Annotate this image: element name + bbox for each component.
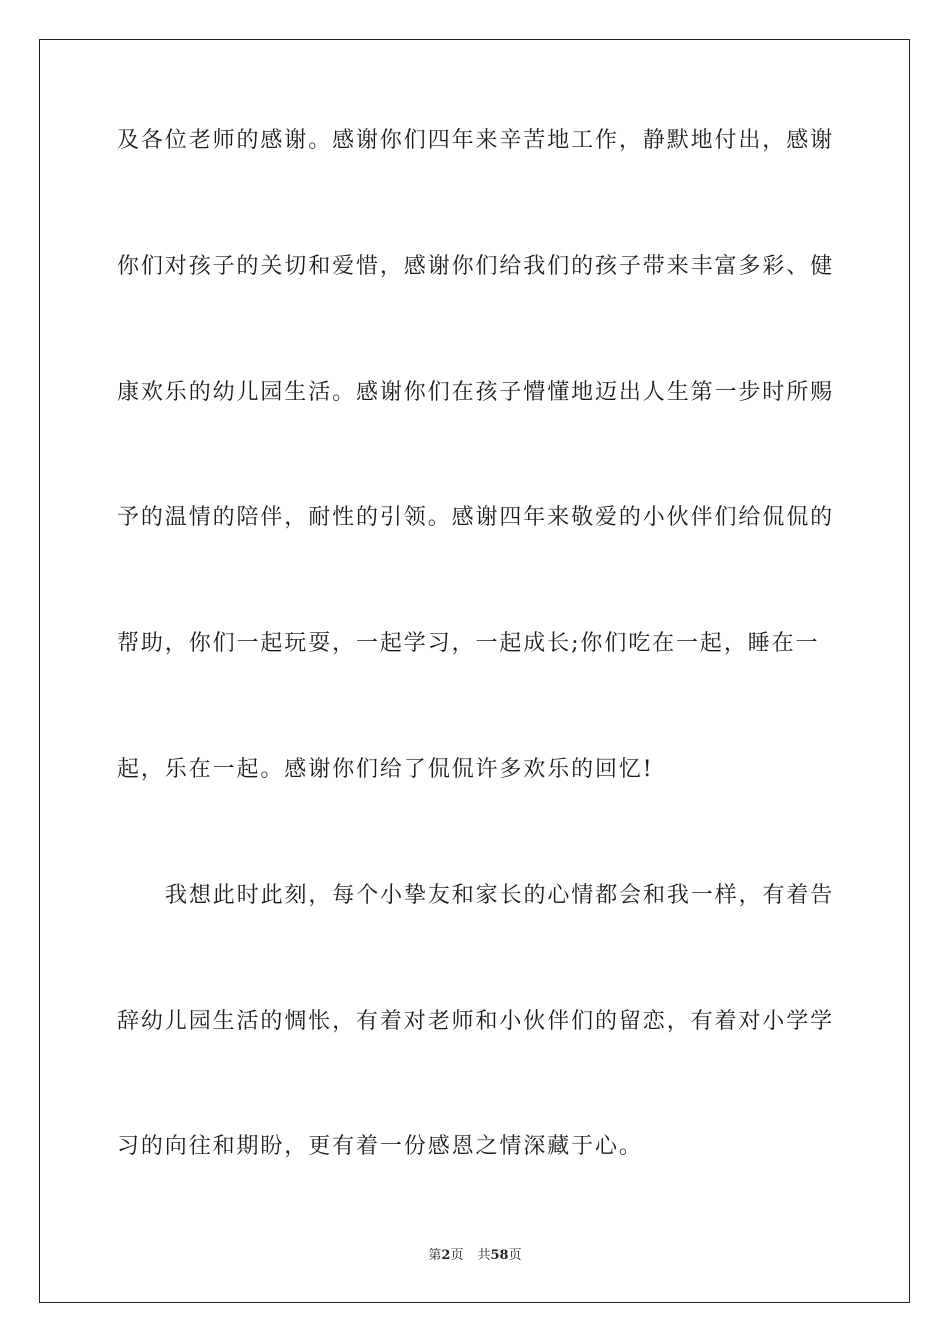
text-line-5: 帮助，你们一起玩耍，一起学习，一起成长;你们吃在一起，睡在一 [117,631,820,657]
text-line-4: 予的温情的陪伴，耐性的引领。感谢四年来敬爱的小伙伴们给侃侃的 [117,505,835,531]
total-suffix: 页 [508,1248,522,1263]
text-line-9: 习的向往和期盼，更有着一份感恩之情深藏于心。 [117,1134,643,1160]
text-line-3: 康欢乐的幼儿园生活。感谢你们在孩子懵懂地迈出人生第一步时所赐 [117,379,835,405]
page-footer [0,1248,950,1264]
total-prefix: 共 [477,1248,491,1263]
page-number: 2 [441,1248,451,1263]
text-line-7: 我想此时此刻，每个小挚友和家长的心情都会和我一样，有着告 [165,882,835,908]
text-line-1: 及各位老师的感谢。感谢你们四年来辛苦地工作，静默地付出，感谢 [117,128,835,153]
document-body [117,128,835,1159]
total-pages: 58 [490,1248,509,1263]
page-prefix: 第 [428,1248,442,1263]
text-line-8: 辞幼儿园生活的惆怅，有着对老师和小伙伴们的留恋，有着对小学学 [117,1008,835,1034]
text-line-6: 起，乐在一起。感谢你们给了侃侃许多欢乐的回忆! [117,756,654,782]
page-suffix: 页 [450,1248,464,1263]
text-line-2: 你们对孩子的关切和爱惜，感谢你们给我们的孩子带来丰富多彩、健 [117,253,835,279]
